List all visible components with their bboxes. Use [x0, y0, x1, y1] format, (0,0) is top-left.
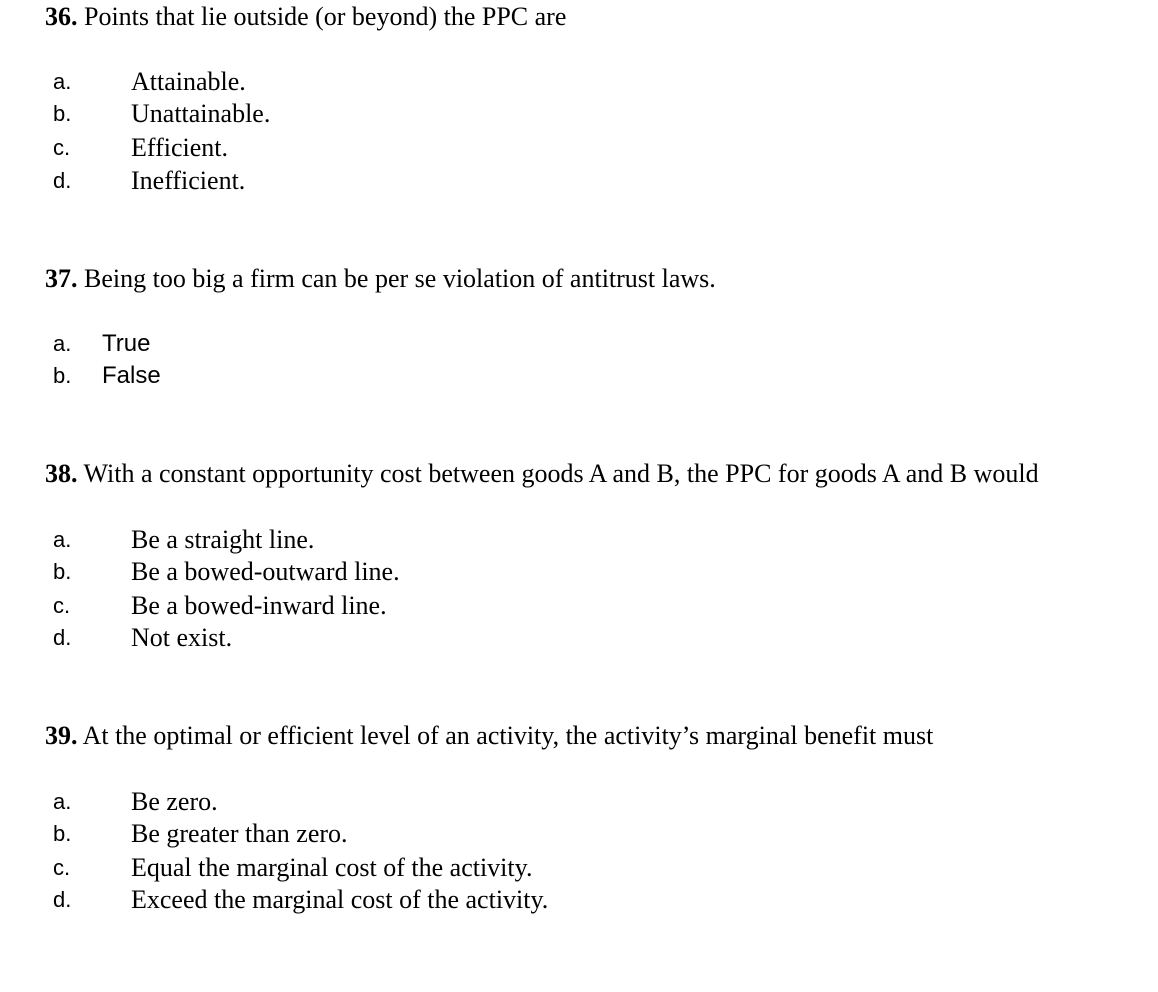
option-text: Not exist. [131, 623, 233, 652]
option-text: Exceed the marginal cost of the activity. [131, 885, 549, 914]
option-letter: d. [53, 625, 72, 650]
option-text: True [102, 330, 151, 357]
option-text: False [102, 362, 161, 389]
option-text: Be a straight line. [131, 525, 315, 554]
option-text: Efficient. [131, 133, 228, 162]
option-letter: c. [53, 593, 71, 618]
option-text: Be a bowed-outward line. [131, 557, 400, 586]
question-number: 39. [45, 721, 78, 750]
option-text: Be greater than zero. [131, 819, 348, 848]
question-text: At the optimal or efficient level of an activity, the activity’s marginal benefit must [77, 721, 934, 750]
question-number: 37. [45, 264, 78, 293]
option-letter: d. [53, 887, 72, 912]
option-letter: c. [53, 135, 71, 160]
option-letter: a. [53, 69, 72, 94]
question-39-stem [45, 721, 933, 751]
option-letter: a. [53, 527, 72, 552]
option-letter: b. [53, 101, 72, 126]
option-text: Be zero. [131, 787, 218, 816]
option-letter: a. [53, 331, 72, 356]
option-letter: d. [53, 168, 72, 193]
question-text: With a constant opportunity cost between goods A and B, the PPC for goods A and B would [77, 459, 1039, 488]
option-text: Be a bowed-inward line. [131, 591, 387, 620]
option-letter: c. [53, 855, 71, 880]
question-37-stem [45, 264, 716, 294]
question-text: Points that lie outside (or beyond) the PPC are [77, 2, 567, 31]
option-letter: b. [53, 821, 72, 846]
option-letter: b. [53, 363, 72, 388]
question-36-stem [45, 2, 566, 32]
question-number: 38. [45, 459, 78, 488]
question-text: Being too big a firm can be per se violation of antitrust laws. [77, 264, 716, 293]
option-text: Inefficient. [131, 166, 246, 195]
option-text: Unattainable. [131, 99, 271, 128]
option-text: Equal the marginal cost of the activity. [131, 853, 533, 882]
question-number: 36. [45, 2, 78, 31]
option-letter: a. [53, 789, 72, 814]
question-38-stem [45, 459, 1039, 489]
option-text: Attainable. [131, 67, 246, 96]
option-letter: b. [53, 559, 72, 584]
